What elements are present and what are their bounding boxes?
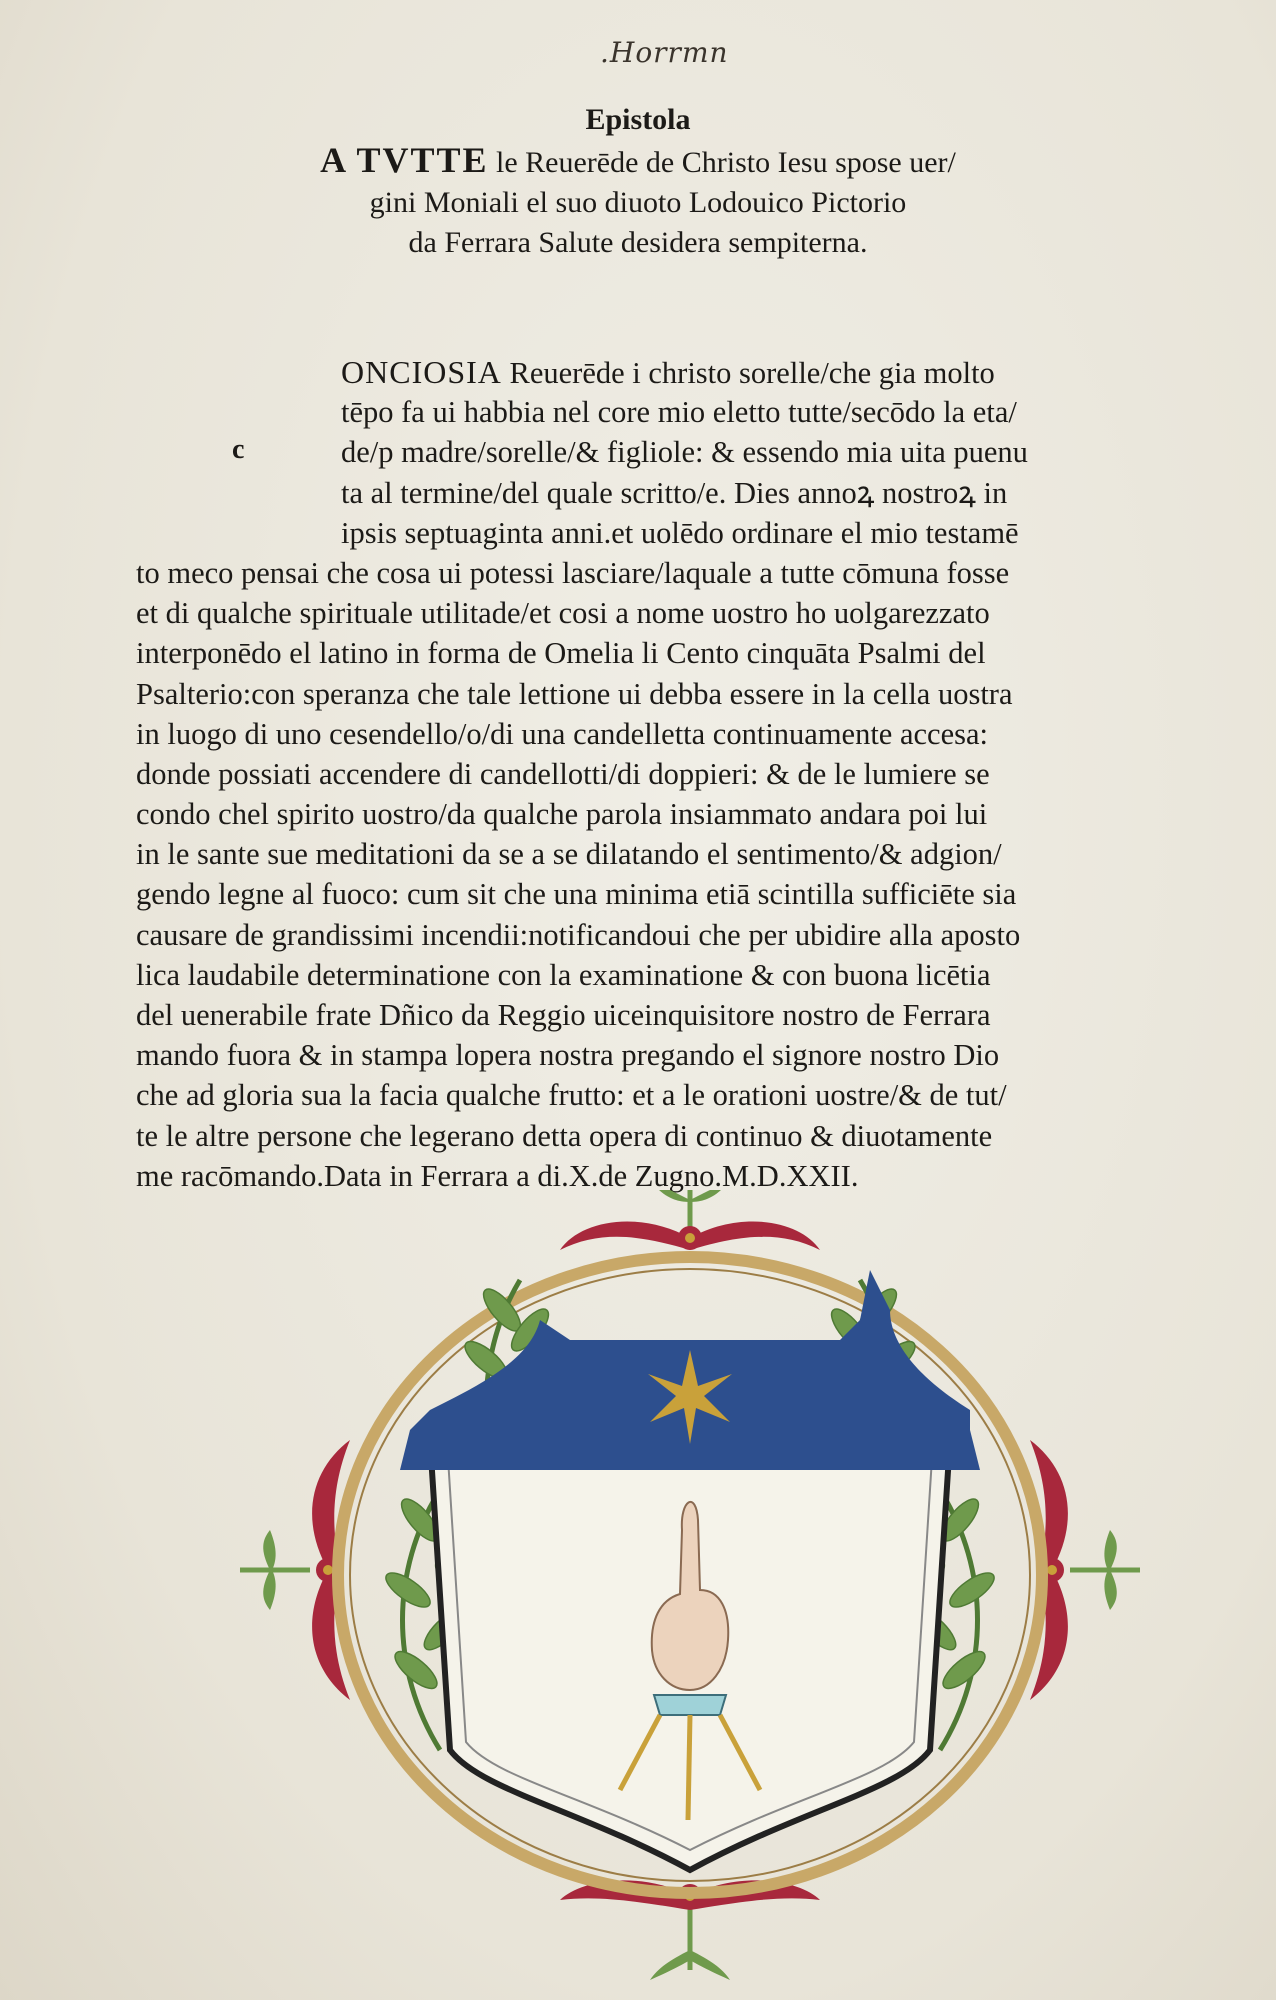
heading-line-1 xyxy=(0,140,1276,183)
text-line: tēpo fa ui habbia nel core mio eletto tutte/secōdo la eta/ xyxy=(341,395,1017,430)
text-line-content: Reuerēde i christo sorelle/che gia molto xyxy=(501,356,995,390)
body-text xyxy=(136,352,1140,1196)
text-line: de/p madre/sorelle/& figliole: & essendo mia uita puenu xyxy=(341,435,1028,470)
text-line: interponēdo el latino in forma de Omelia li Cento cinquāta Psalmi del xyxy=(136,636,986,671)
heading-title: Epistola xyxy=(585,103,691,136)
manuscript-note: .Horrmn xyxy=(600,36,729,69)
text-line: ipsis septuaginta anni.et uolēdo ordinare el mio testamē xyxy=(341,515,1019,550)
text-line: ta al termine/del quale scritto/e. Dies annoꝝ nostroꝝ in xyxy=(341,475,1008,510)
text-line: to meco pensai che cosa ui potessi lasciare/laquale a tutte cōmuna fosse xyxy=(136,555,1010,590)
text-line: condo chel spirito uostro/da qualche parola insiammato andara poi lui xyxy=(136,797,988,832)
first-word: ONCIOSIA xyxy=(341,354,502,390)
text-line: Psalterio:con speranza che tale lettione ui debba essere in la cella uostra xyxy=(136,676,1013,711)
text-line: me racōmando.Data in Ferrara a di.X.de Zugno.M.D.XXII. xyxy=(136,1158,859,1193)
emblem-drawing xyxy=(240,1190,1140,1980)
heading-line-3: da Ferrara Salute desidera sempiterna. xyxy=(408,226,868,259)
text-line: in luogo di uno cesendello/o/di una candelletta continuamente accesa: xyxy=(136,716,989,751)
top-ornament xyxy=(560,1190,820,1250)
text-line: mando fuora & in stampa lopera nostra pregando el signore nostro Dio xyxy=(136,1038,1000,1073)
heading xyxy=(0,100,1276,263)
text-line: causare de grandissimi incendii:notificandoui che per ubidire alla aposto xyxy=(136,917,1021,952)
heading-line-2: gini Moniali el suo diuoto Lodouico Pictorio xyxy=(369,186,907,219)
text-line xyxy=(136,352,1140,392)
text-line: del uenerabile frate Dñico da Reggio uiceinquisitore nostro de Ferrara xyxy=(136,998,991,1032)
guide-letter: c xyxy=(232,434,245,465)
text-line: te le altre persone che legerano detta opera di continuo & diuotamente xyxy=(136,1118,993,1153)
text-line: lica laudabile determinatione con la examinatione & con buona licētia xyxy=(136,957,991,992)
heading-lead: A TVTTE xyxy=(320,140,489,180)
text-line: che ad gloria sua la facia qualche frutto: et a le orationi uostre/& de tut/ xyxy=(136,1078,1007,1113)
heading-line-1-rest: le Reuerēde de Christo Iesu spose uer/ xyxy=(496,146,956,179)
coat-of-arms-icon xyxy=(240,1190,1140,1990)
text-line: et di qualche spirituale utilitade/et cosi a nome uostro ho uolgarezzato xyxy=(136,596,990,631)
text-line: in le sante sue meditationi da se a se dilatando el sentimento/& adgion/ xyxy=(136,837,1002,872)
text-line: gendo legne al fuoco: cum sit che una minima etiā scintilla sufficiēte sia xyxy=(136,877,1017,912)
text-line: donde possiati accendere di candellotti/di doppieri: & de le lumiere se xyxy=(136,756,990,791)
